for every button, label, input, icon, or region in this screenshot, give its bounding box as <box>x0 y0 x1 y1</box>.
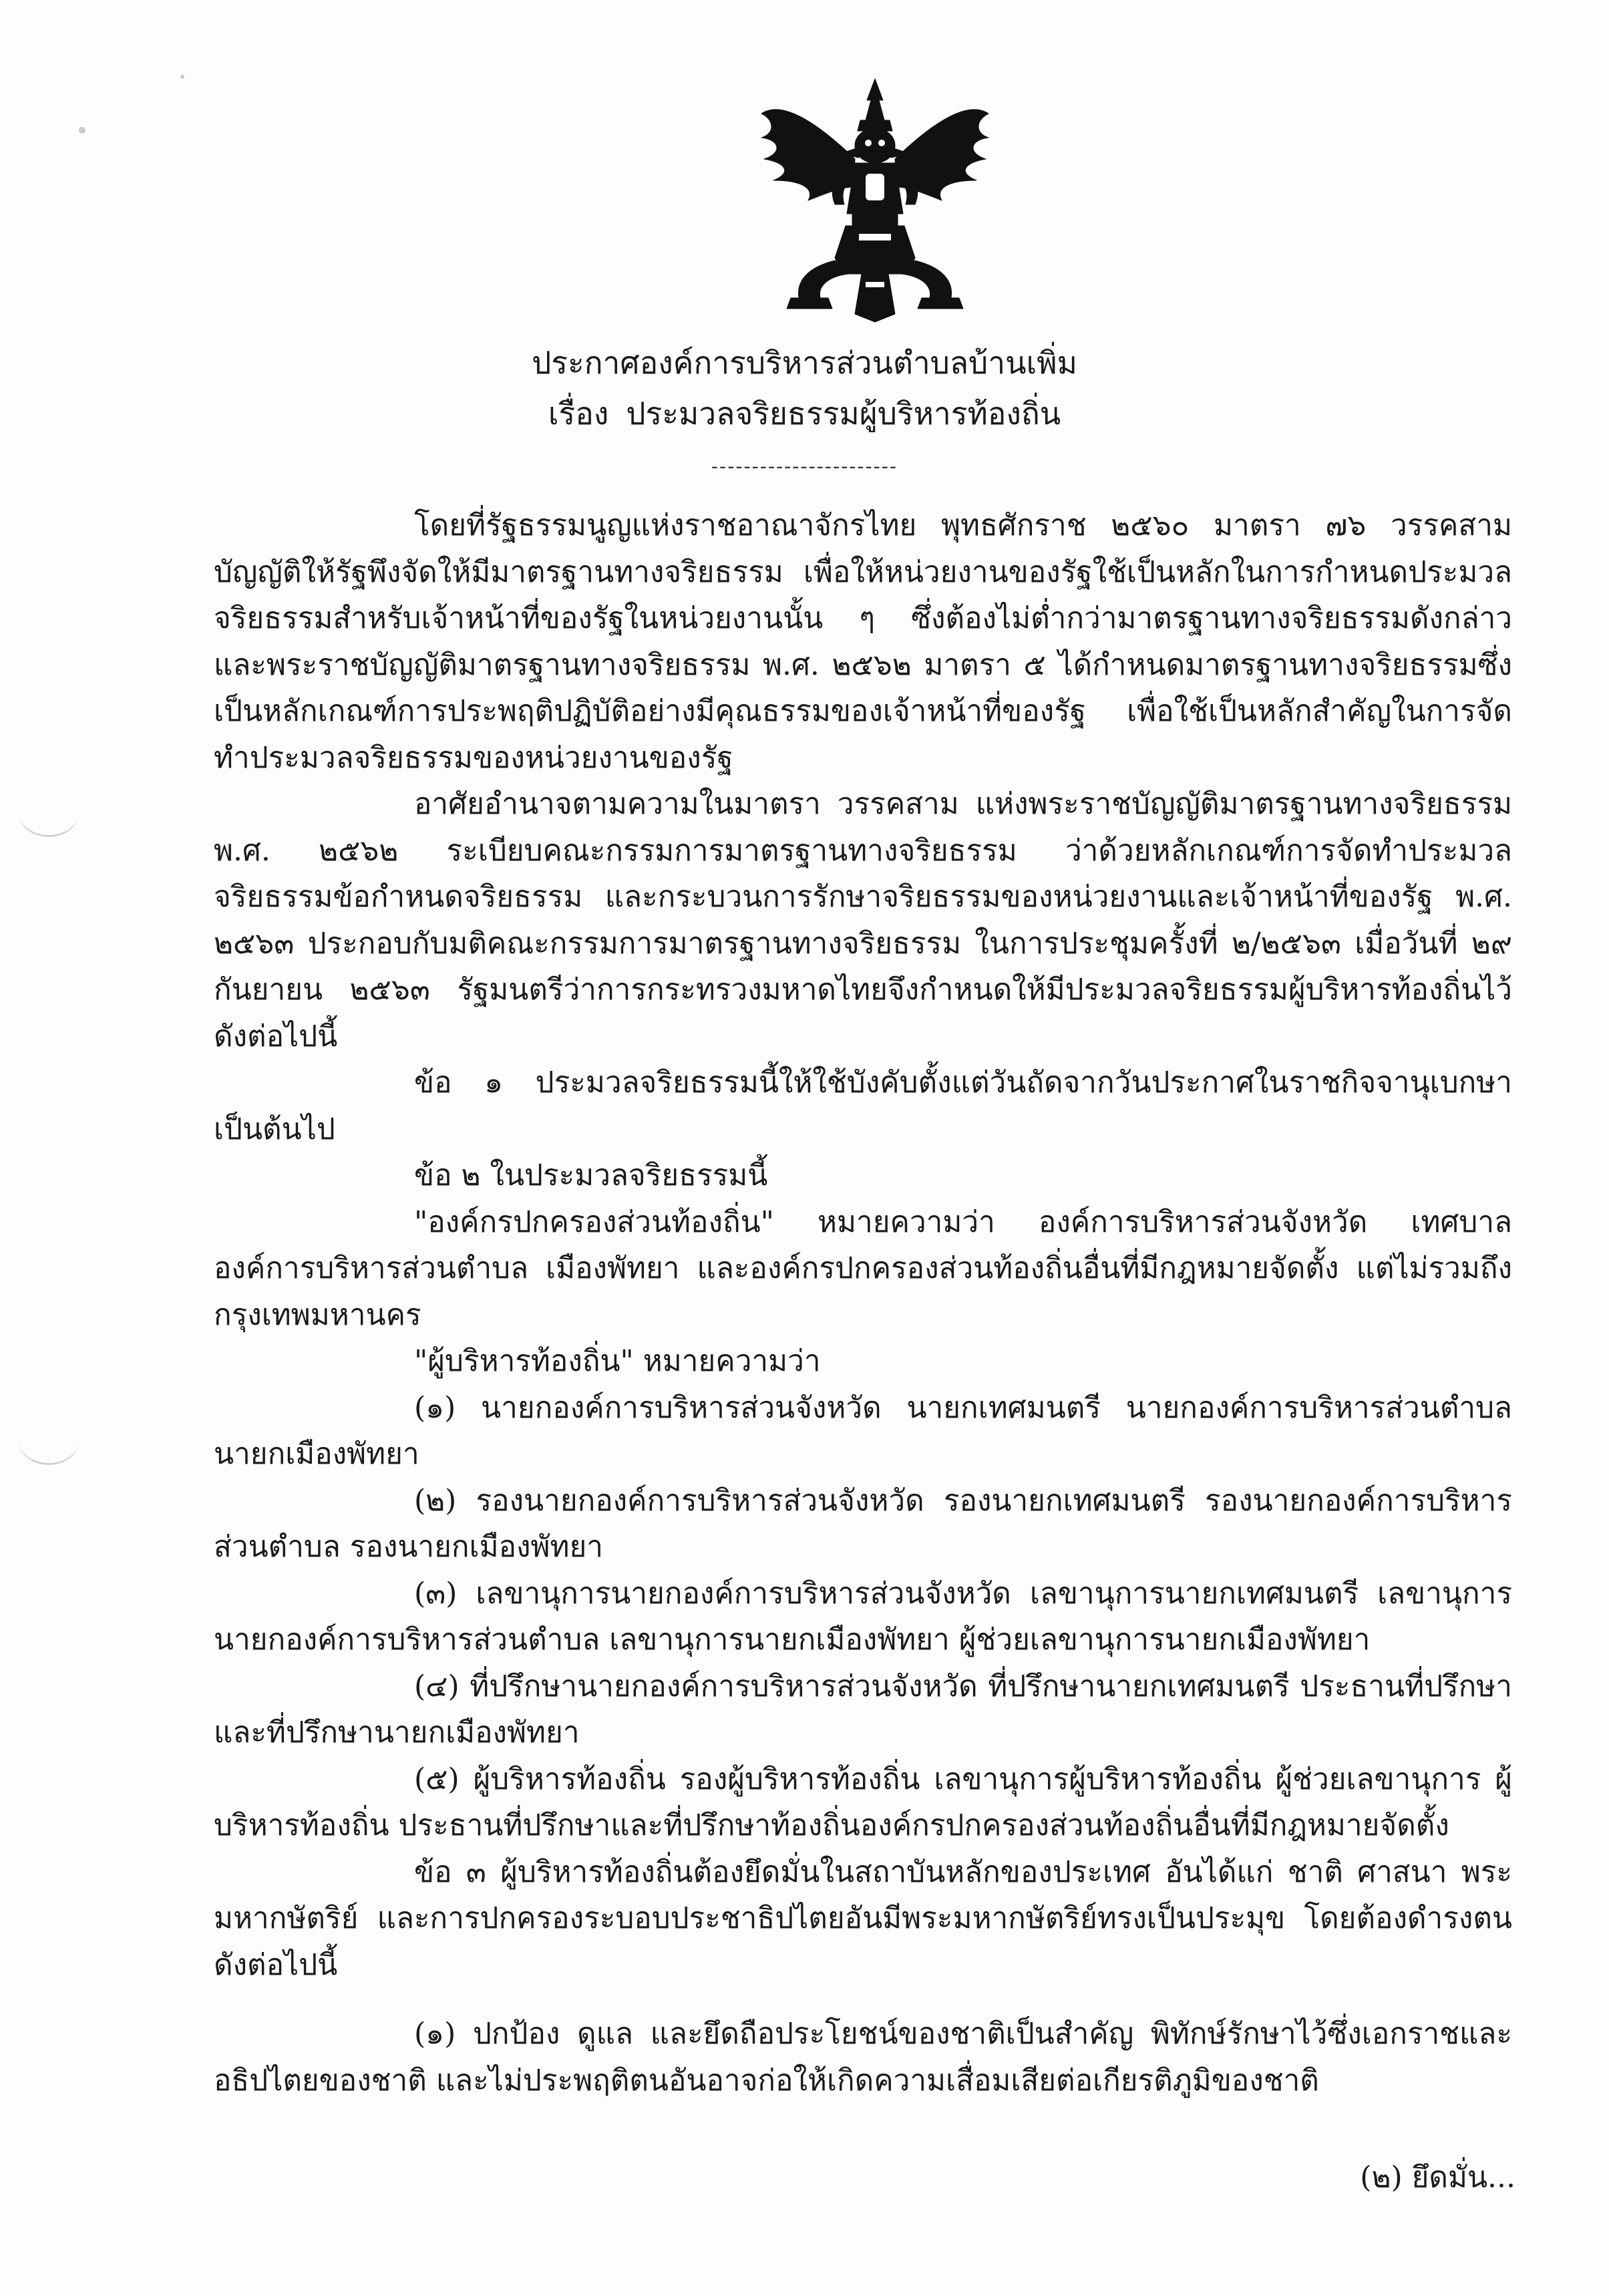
article-2: ข้อ ๒ ในประมวลจริยธรรมนี้ <box>414 1158 768 1192</box>
document-body <box>214 502 1512 2104</box>
subject-label: เรื่อง <box>548 395 609 432</box>
continuation-note: (๒) ยึดมั่น... <box>1360 2160 1515 2194</box>
announcement-title: ประกาศองค์การบริหารส่วนตำบลบ้านเพิ่ม <box>532 345 1077 381</box>
definition-item-3: (๓) เลขานุการนายกองค์การบริหารส่วนจังหวัด เลขานุการนายกเทศมนตรี เลขานุการนายกองค์การบริหารส่วนตำบล เลขานุการนายกเมืองพัทยา ผู้ช่วยเลขานุการนายกเมืองพัทยา <box>214 1576 1512 1657</box>
binder-hole-mark <box>19 788 79 837</box>
article-3-item-1: (๑) ปกป้อง ดูแล และยึดถือประโยชน์ของชาติเป็นสำคัญ พิทักษ์รักษาไว้ซึ่งเอกราชและอธิปไตยของชาติ และไม่ประพฤติตนอันอาจก่อให้เกิดความเสื่อมเสียต่อเกียรติภูมิของชาติ <box>214 2017 1512 2098</box>
definition-item-1: (๑) นายกองค์การบริหารส่วนจังหวัด นายกเทศมนตรี นายกองค์การบริหารส่วนตำบลนายกเมืองพัทยา <box>214 1390 1512 1471</box>
scan-speck <box>180 75 184 79</box>
announcement-subject <box>0 393 1609 434</box>
header-separator: ----------------------- <box>711 455 898 478</box>
preamble-paragraph: โดยที่รัฐธรรมนูญแห่งราชอาณาจักรไทย พุทธศักราช ๒๕๖๐ มาตรา ๗๖ วรรคสามบัญญัติให้รัฐพึงจัดให้มีมาตรฐานทางจริยธรรม เพื่อให้หน่วยงานของรัฐใช้เป็นหลักในการกำหนดประมวลจริยธรรมสำหรับเจ้าหน้าที่ของรัฐในหน่วยงานนั้น ๆ ซึ่งต้องไม่ต่ำกว่ามาตรฐานทางจริยธรรมดังกล่าว และพระราชบัญญัติมาตรฐานทางจริยธรรม พ.ศ. ๒๕๖๒ มาตรา ๕ ได้กำหนดมาตรฐานทางจริยธรรมซึ่งเป็นหลักเกณฑ์การประพฤติปฏิบัติอย่างมีคุณธรรมของเจ้าหน้าที่ของรัฐ เพื่อใช้เป็นหลักสำคัญในการจัดทำประมวลจริยธรรมของหน่วยงานของรัฐ <box>214 508 1512 775</box>
definition-local-executive: "ผู้บริหารท้องถิ่น" หมายความว่า <box>414 1344 821 1378</box>
authority-paragraph: อาศัยอำนาจตามความในมาตรา วรรคสาม แห่งพระราชบัญญัติมาตรฐานทางจริยธรรม พ.ศ. ๒๕๖๒ ระเบียบคณะกรรมการมาตรฐานทางจริยธรรม ว่าด้วยหลักเกณฑ์การจัดทำประมวลจริยธรรมข้อกำหนดจริยธรรม และกระบวนการรักษาจริยธรรมของหน่วยงานและเจ้าหน้าที่ของรัฐ พ.ศ. ๒๕๖๓ ประกอบกับมติคณะกรรมการมาตรฐานทางจริยธรรม ในการประชุมครั้งที่ ๒/๒๕๖๓ เมื่อวันที่ ๒๙ กันยายน ๒๕๖๓ รัฐมนตรีว่าการกระทรวงมหาดไทยจึงกำหนดให้มีประมวลจริยธรรมผู้บริหารท้องถิ่นไว้ ดังต่อไปนี้ <box>214 787 1512 1053</box>
article-3: ข้อ ๓ ผู้บริหารท้องถิ่นต้องยึดมั่นในสถาบันหลักของประเทศ อันได้แก่ ชาติ ศาสนา พระมหากษัตริย์ และการปกครองระบอบประชาธิปไตยอันมีพระมหากษัตริย์ทรงเป็นประมุข โดยต้องดำรงตนดังต่อไปนี้ <box>214 1854 1512 1982</box>
binder-hole-mark <box>19 1416 79 1465</box>
scan-speck <box>79 127 85 134</box>
subject-text: ประมวลจริยธรรมผู้บริหารท้องถิ่น <box>626 395 1061 432</box>
definition-item-5: (๕) ผู้บริหารท้องถิ่น รองผู้บริหารท้องถิ่น เลขานุการผู้บริหารท้องถิ่น ผู้ช่วยเลขานุการ ผู้บริหารท้องถิ่น ประธานที่ปรึกษาและที่ปรึกษาท้องถิ่นองค์กรปกครองส่วนท้องถิ่นอื่นที่มีกฎหมายจัดตั้ง <box>214 1762 1512 1842</box>
garuda-emblem-icon <box>735 73 1015 327</box>
definition-item-4: (๔) ที่ปรึกษานายกองค์การบริหารส่วนจังหวัด ที่ปรึกษานายกเทศมนตรี ประธานที่ปรึกษาและที่ปรึกษานายกเมืองพัทยา <box>214 1669 1512 1750</box>
definition-item-2: (๒) รองนายกองค์การบริหารส่วนจังหวัด รองนายกเทศมนตรี รองนายกองค์การบริหารส่วนตำบล รองนายกเมืองพัทยา <box>214 1483 1512 1564</box>
definition-local-org: "องค์กรปกครองส่วนท้องถิ่น" หมายความว่า องค์การบริหารส่วนจังหวัด เทศบาล องค์การบริหารส่วนตำบล เมืองพัทยา และองค์กรปกครองส่วนท้องถิ่นอื่นที่มีกฎหมายจัดตั้ง แต่ไม่รวมถึงกรุงเทพมหานคร <box>214 1204 1512 1332</box>
article-1: ข้อ ๑ ประมวลจริยธรรมนี้ให้ใช้บังคับตั้งแต่วันถัดจากวันประกาศในราชกิจจานุเบกษาเป็นต้นไป <box>214 1065 1512 1146</box>
